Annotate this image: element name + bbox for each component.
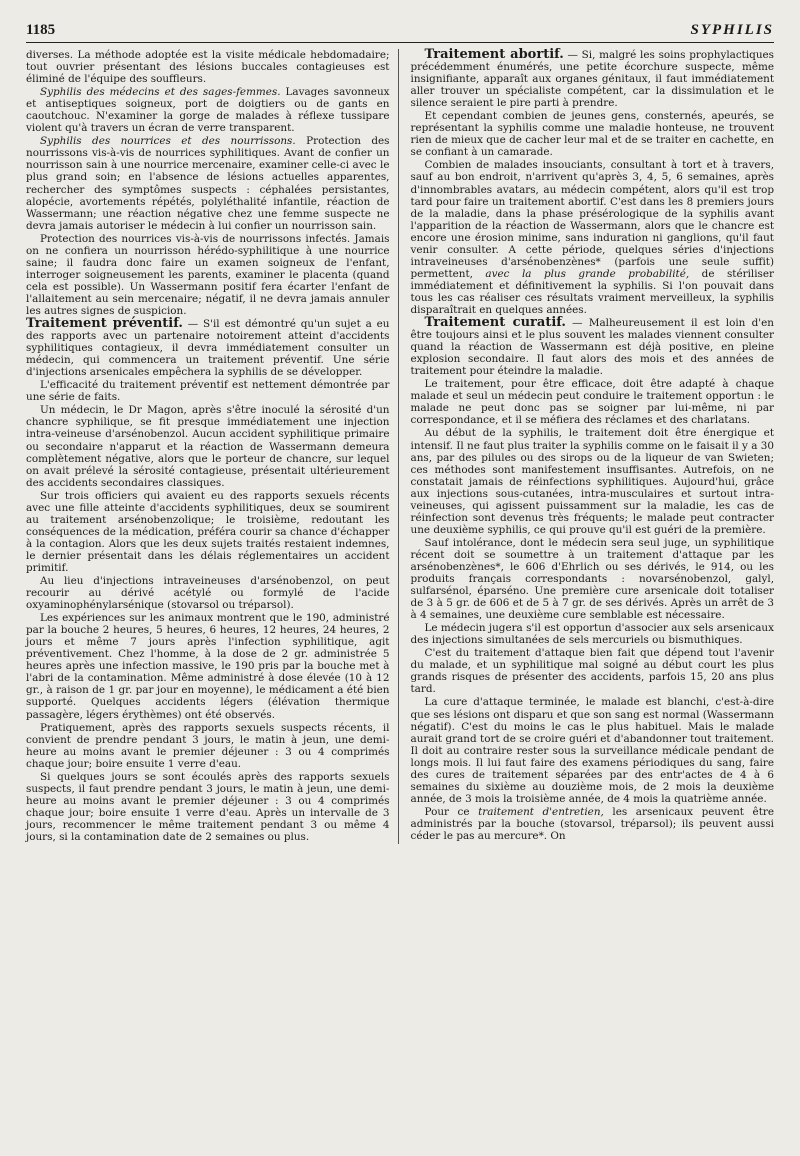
page-header xyxy=(26,22,774,43)
paragraph-text: — Si, malgré les soins prophylactiques précédemment énumérés, une petite écorchure suspecte, même insignifiante, apparaît aux organes génitaux, il faut immédiatement aller trouver un spécialiste compétent, car la dissimulation et le silence seraient le pire parti à prendre. xyxy=(410,49,774,110)
right-column xyxy=(411,49,775,844)
paragraph-text: Pour ce xyxy=(424,805,470,818)
paragraph-text: Lavages savonneux et antiseptiques soigneux, port de doigtiers ou de gants en caoutchouc. N'examiner la gorge de malades à réflexe tussipare violent qu'à travers un écran de verre transparent. xyxy=(26,86,390,135)
paragraph xyxy=(411,159,775,316)
paragraph: diverses. La méthode adoptée est la visite médicale hebdomadaire; tout ouvrier présentant des lésions buccales contagieuses est éliminé de l'équipe des souffleurs. xyxy=(26,49,390,86)
emphasis: traitement d'entretien, xyxy=(469,805,604,818)
paragraph xyxy=(411,317,775,377)
page-number: 1185 xyxy=(26,22,56,38)
paragraph-text: les arsenicaux peuvent être administrés par la bouche (stovarsol, tréparsol); ils peuvent aussi céder le pas au mercure*. On xyxy=(410,805,774,842)
paragraph xyxy=(26,135,390,231)
paragraph xyxy=(26,86,390,134)
section-title: Syphilis des médecins et des sages-femmes. xyxy=(40,86,281,99)
emphasis: avec la plus grande probabilité, xyxy=(472,267,690,280)
section-heading: Traitement curatif. xyxy=(424,315,566,331)
two-column-body xyxy=(26,49,774,844)
paragraph: Et cependant combien de jeunes gens, consternés, apeurés, se représentant la syphilis comme une maladie honteuse, ne trouvent rien de mieux que de cacher leur mal et de se traiter en cachette, en se confiant à un camarade. xyxy=(410,110,774,159)
paragraph: Le médecin jugera s'il est opportun d'associer aux sels arsenicaux des injections simultanées de sels mercuriels ou bismuthiques. xyxy=(410,622,774,647)
paragraph: Pratiquement, après des rapports sexuels suspects récents, il convient de prendre pendant 3 jours, le matin à jeun, une demi-heure au moins avant le premier déjeuner : 3 ou 4 comprimés chaque jour; boire ensuite 1 verre d'eau. xyxy=(26,721,390,770)
section-heading: Traitement préventif. xyxy=(26,316,183,332)
paragraph: L'efficacité du traitement préventif est nettement démontrée par une série de faits. xyxy=(26,379,390,404)
paragraph xyxy=(411,49,775,109)
paragraph: Un médecin, le Dr Magon, après s'être inoculé la sérosité d'un chancre syphilique, se fit presque immédiatement une injection intra-veineuse d'arsénobenzol. Aucun accident syphilitique primaire ou secondaire n'apparut et la réaction de Wassermann demeura complètement négative, alors que le porteur de chancre, sur lequel on avait prélevé la sérosité contagieuse, présentait ultérieurement des accidents secondaires classiques. xyxy=(26,404,390,489)
paragraph: Les expériences sur les animaux montrent que le 190, administré par la bouche 2 heures, 5 heures, 6 heures, 12 heures, 24 heures, 2 jours et même 7 jours après l'infection syphilitique, agit préventivement. Chez l'homme, à la dose de 2 gr. administrée 5 heures après une infection massive, le 190 pris par la bouche met à l'abri de la contamination. Même administré à dose élevée (10 à 12 gr., à raison de 1 gr. par jour en moyenne), le médicament a été bien supporté. Quelques accidents légers (élévation thermique passagère, légers érythèmes) ont été observés. xyxy=(26,612,390,721)
paragraph-text: de stériliser immédiatement et définitivement la syphilis. Si l'on pouvait dans tous les cas réaliser ces résultats vraiment merveilleux, la syphilis disparaîtrait en quelques années. xyxy=(410,267,774,316)
paragraph-text: Protection des nourrissons vis-à-vis de nourrices syphilitiques. Avant de confier un nourrisson sain à une nourrice mercenaire, examiner celle-ci avec le plus grand soin; en l'absence de lésions actuelles apparentes, rechercher des symptômes suspects : céphalées persistantes, alopécie, avortements répétés, polyléthalité infantile, réaction de Wassermann; une réaction négative chez une femme suspecte ne devra jamais autoriser le médecin à lui confier un nourrisson sain. xyxy=(26,135,390,232)
section-heading: Traitement abortif. xyxy=(424,47,564,62)
paragraph: La cure d'attaque terminée, le malade est blanchi, c'est-à-dire que ses lésions ont disparu et que son sang est normal (Wassermann négatif). C'est du moins le cas le plus habituel. Mais le malade aurait grand tort de se croire guéri et d'abandonner tout traitement. Il doit au contraire rester sous la surveillance médicale pendant de longs mois. Il lui faut faire des examens périodiques du sang, faire des cures de traitement séparées par des entr'actes de 4 à 6 semaines du sixième au douzième mois, de 2 mois la deuxième année, de 3 mois la troisième année, de 4 mois la quatrième année. xyxy=(410,696,774,805)
paragraph xyxy=(26,318,390,378)
paragraph: Sur trois officiers qui avaient eu des rapports sexuels récents avec une fille atteinte d'accidents syphilitiques, deux se soumirent au traitement arsénobenzolique; le troisième, redoutant les conséquences de la médication, préféra courir sa chance d'échapper à la contagion. Alors que les deux sujets traités restaient indemnes, le dernier présentait dans les délais réglementaires un accident primitif. xyxy=(26,489,390,574)
left-column xyxy=(26,49,399,844)
section-title: Syphilis des nourrices et des nourrissons. xyxy=(40,135,296,148)
paragraph-text: — Malheureusement il est loin d'en être toujours ainsi et le plus souvent les malades viennent consulter quand la réaction de Wassermann est déjà positive, en pleine explosion secondaire. Il faut alors des mois et des années de traitement pour éteindre la maladie. xyxy=(410,317,774,378)
paragraph: Au lieu d'injections intraveineuses d'arsénobenzol, on peut recourir au dérivé acétylé ou formylé de l'acide oxyaminophénylarsénique (stovarsol ou tréparsol). xyxy=(26,575,390,612)
paragraph: Sauf intolérance, dont le médecin sera seul juge, un syphilitique récent doit se soumettre à un traitement d'attaque par les arsénobenzènes*, le 606 d'Ehrlich ou ses dérivés, le 914, ou les produits français correspondants : novarsénobenzol, galyl, sulfarsénol, éparséno. Une première cure arsenicale doit totaliser de 3 à 5 gr. de 606 et de 5 à 7 gr. de ses dérivés. Après un arrêt de 3 à 4 semaines, une deuxième cure semblable est nécessaire. xyxy=(410,536,774,622)
running-title: SYPHILIS xyxy=(690,22,774,38)
paragraph: C'est du traitement d'attaque bien fait que dépend tout l'avenir du malade, et un syphilitique mal soigné au début court les plus grands risques de présenter des accidents, parfois 15, 20 ans plus tard. xyxy=(410,647,774,696)
paragraph xyxy=(411,806,775,842)
paragraph: Au début de la syphilis, le traitement doit être énergique et intensif. Il ne faut plus traiter la syphilis comme on le faisait il y a 30 ans, par des pilules ou des sirops ou de la liqueur de van Swieten; ces méthodes sont manifestement insuffisantes. Autrefois, on ne constatait jamais de réinfections syphilitiques. Aujourd'hui, grâce aux injections sous-cutanées, intra-musculaires et surtout intra-veineuses, qui agissent puissamment sur la maladie, les cas de réinfection sont devenus très fréquents; le malade peut contracter une deuxième syphilis, ce qui prouve qu'il est guéri de la première. xyxy=(410,427,774,536)
paragraph-text: — S'il est démontré qu'un sujet a eu des rapports avec un partenaire notoirement atteint d'accidents syphilitiques contagieux, il devra immédiatement consulter un médecin, qui commencera un traitement préventif. Une série d'injections arsenicales empêchera la syphilis de se développer. xyxy=(26,318,390,379)
paragraph: Le traitement, pour être efficace, doit être adapté à chaque malade et seul un médecin peut conduire le traitement opportun : le malade ne peut donc pas se soigner par lui-même, ni par correspondance, et il se méfiera des réclames et des charlatans. xyxy=(410,378,774,427)
paragraph-text: Combien de malades insouciants, consultant à tort et à travers, sauf au bon endroit, n'arrivent qu'après 3, 4, 5, 6 semaines, après d'innombrables avatars, au médecin compétent, alors qu'il est trop tard pour faire un traitement abortif. C'est dans les 8 premiers jours de la maladie, dans la phase présérologique de la syphilis avant l'apparition de la réaction de Wassermann, alors que le chancre est encore une érosion minime, sans induration ni ganglions, qu'il faut venir consulter. A cette période, quelques séries d'injections intraveineuses d'arsénobenzènes* (parfois une seule suffit) permettent, xyxy=(410,159,774,280)
paragraph: Protection des nourrices vis-à-vis de nourrissons infectés. Jamais on ne confiera un nourrisson hérédo-syphilitique à une nourrice saine; il faudra donc faire un examen soigneux de l'enfant, interroger soigneusement les parents, examiner le placenta (quand cela est possible). Un Wassermann positif fera écarter l'enfant de l'allaitement au sein mercenaire; négatif, il ne devra jamais annuler les autres signes de suspicion. xyxy=(26,232,390,317)
paragraph: Si quelques jours se sont écoulés après des rapports sexuels suspects, il faut prendre pendant 3 jours, le matin à jeun, une demi-heure au moins avant le premier déjeuner : 3 ou 4 comprimés chaque jour; boire ensuite 1 verre d'eau. Après un intervalle de 3 jours, recommencer le même traitement pendant 3 ou même 4 jours, si la contamination date de 2 semaines ou plus. xyxy=(26,770,390,843)
